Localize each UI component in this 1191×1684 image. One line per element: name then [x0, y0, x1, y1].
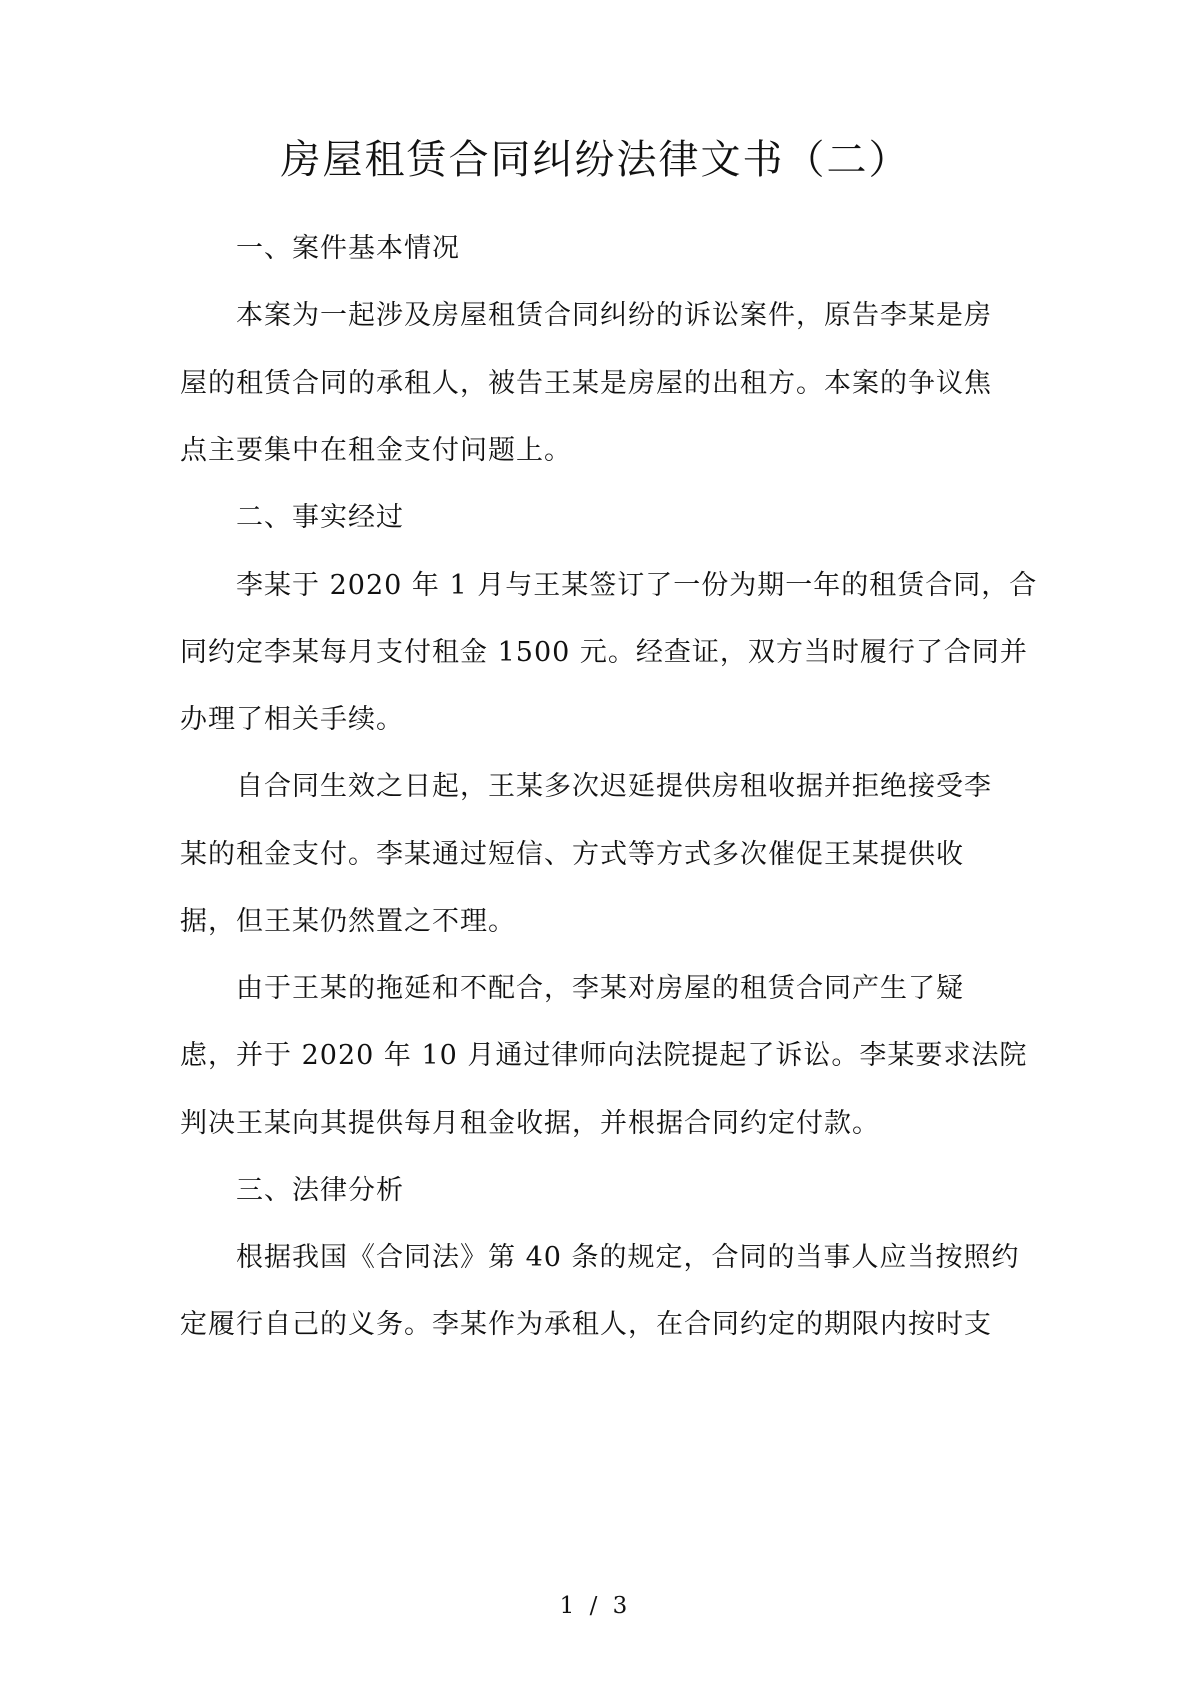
page-number: 1 / 3 — [559, 1593, 632, 1619]
document-title: 房屋租赁合同纠纷法律文书（二） — [280, 137, 911, 183]
paragraph-line: 自合同生效之日起，王某多次迟延提供房租收据并拒绝接受李 — [236, 771, 992, 802]
section-heading-case-basics: 一、案件基本情况 — [236, 233, 460, 264]
paragraph-line: 判决王某向其提供每月租金收据，并根据合同约定付款。 — [180, 1108, 880, 1139]
paragraph-line: 根据我国《合同法》第 40 条的规定，合同的当事人应当按照约 — [236, 1242, 1020, 1273]
paragraph-line: 本案为一起涉及房屋租赁合同纠纷的诉讼案件，原告李某是房 — [236, 300, 992, 331]
paragraph-line: 定履行自己的义务。李某作为承租人，在合同约定的期限内按时支 — [180, 1309, 992, 1340]
paragraph-line: 点主要集中在租金支付问题上。 — [180, 435, 572, 466]
section-heading-legal-analysis: 三、法律分析 — [236, 1175, 404, 1206]
paragraph-line: 办理了相关手续。 — [180, 704, 404, 735]
paragraph-line: 李某于 2020 年 1 月与王某签订了一份为期一年的租赁合同，合 — [236, 570, 1038, 601]
paragraph-line: 由于王某的拖延和不配合，李某对房屋的租赁合同产生了疑 — [236, 973, 964, 1004]
paragraph-line: 某的租金支付。李某通过短信、方式等方式多次催促王某提供收 — [180, 839, 964, 870]
section-heading-facts: 二、事实经过 — [236, 502, 404, 533]
paragraph-line: 屋的租赁合同的承租人，被告王某是房屋的出租方。本案的争议焦 — [180, 368, 992, 399]
paragraph-line: 同约定李某每月支付租金 1500 元。经查证，双方当时履行了合同并 — [180, 637, 1028, 668]
paragraph-line: 据，但王某仍然置之不理。 — [180, 906, 516, 937]
paragraph-line: 虑，并于 2020 年 10 月通过律师向法院提起了诉讼。李某要求法院 — [180, 1040, 1028, 1071]
